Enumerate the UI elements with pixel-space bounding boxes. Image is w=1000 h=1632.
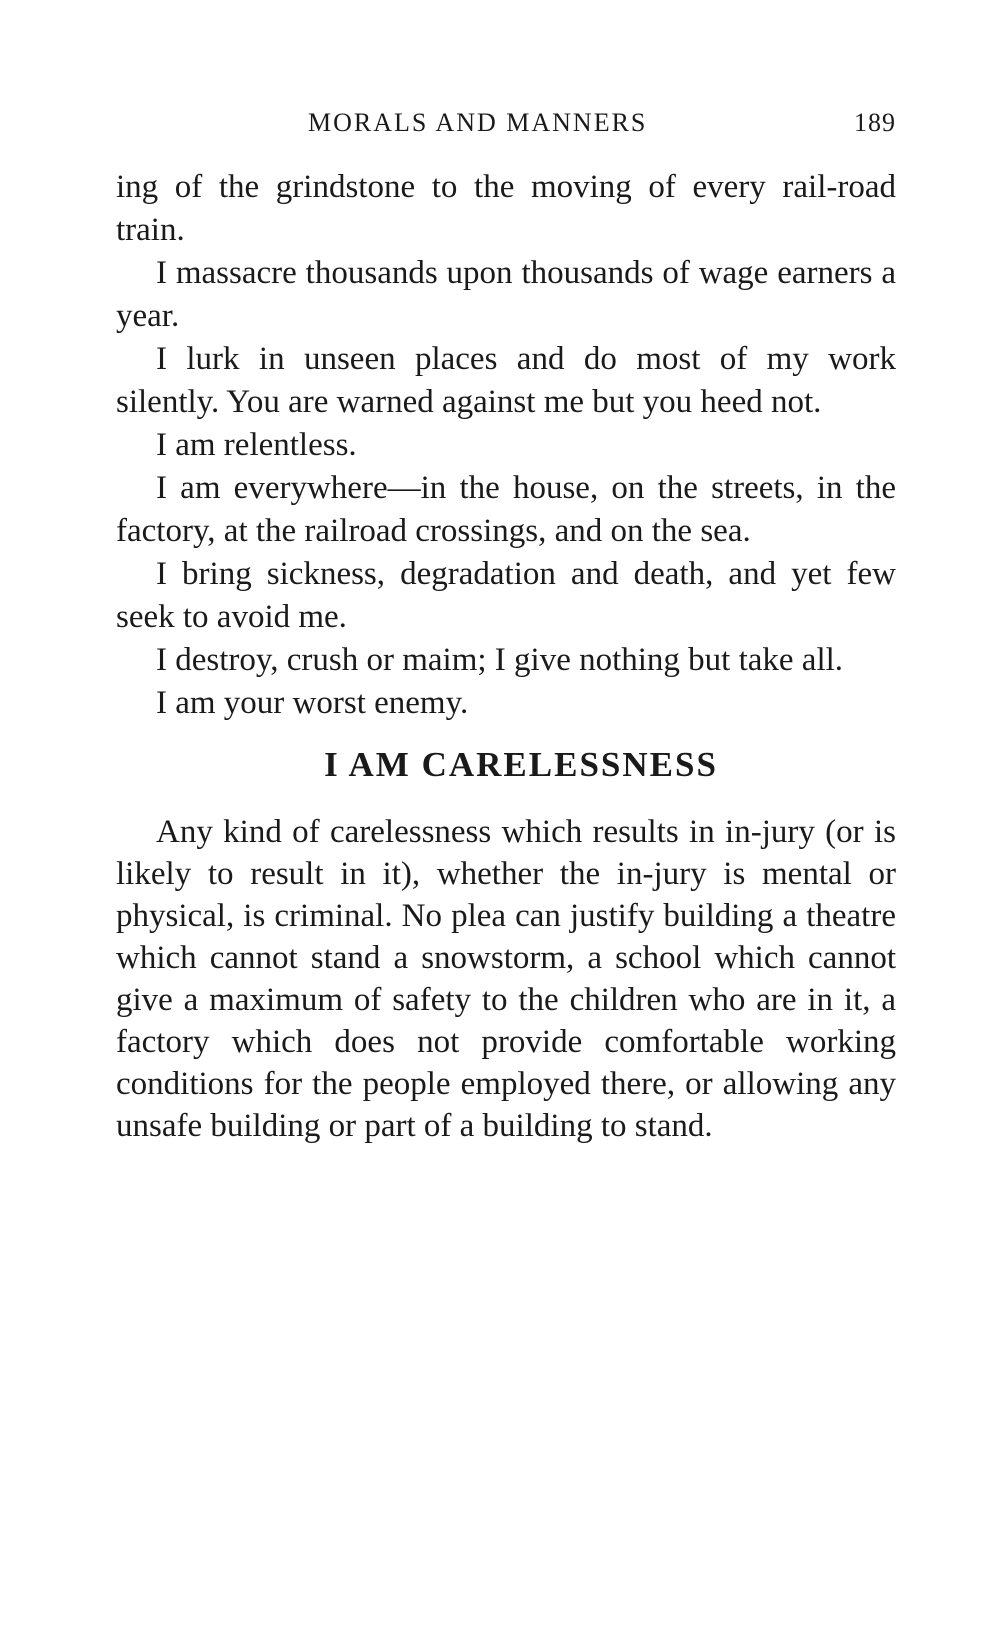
section-heading: I AM CARELESSNESS <box>324 745 718 784</box>
running-head <box>116 108 896 142</box>
paragraph: I am everywhere—in the house, on the streets, in the factory, at the railroad crossings, and on the sea. <box>116 470 896 549</box>
book-page <box>116 108 896 1147</box>
page-number: 189 <box>854 108 896 137</box>
section-paragraph: Any kind of carelessness which results in in-jury (or is likely to result in it), whether the in-jury is mental or physical, is criminal. No plea can justify building a theatre which cannot stand a snowstorm, a school which cannot give a maximum of safety to the children who are in it, a factory which does not provide comfortable working conditions for the people employed there, or allowing any unsafe building or part of a building to stand. <box>116 814 896 1144</box>
paragraph-continuation: ing of the grindstone to the moving of every rail-road train. <box>116 169 896 248</box>
paragraph: I am your worst enemy. <box>156 685 469 721</box>
paragraph: I lurk in unseen places and do most of my work silently. You are warned against me but you heed not. <box>116 341 896 420</box>
running-title: MORALS AND MANNERS <box>308 108 648 137</box>
body-text <box>116 166 896 725</box>
paragraph: I massacre thousands upon thousands of wage earners a year. <box>116 255 896 334</box>
paragraph: I bring sickness, degradation and death, and yet few seek to avoid me. <box>116 556 896 635</box>
paragraph: I destroy, crush or maim; I give nothing but take all. <box>156 642 844 678</box>
paragraph: I am relentless. <box>156 427 357 463</box>
